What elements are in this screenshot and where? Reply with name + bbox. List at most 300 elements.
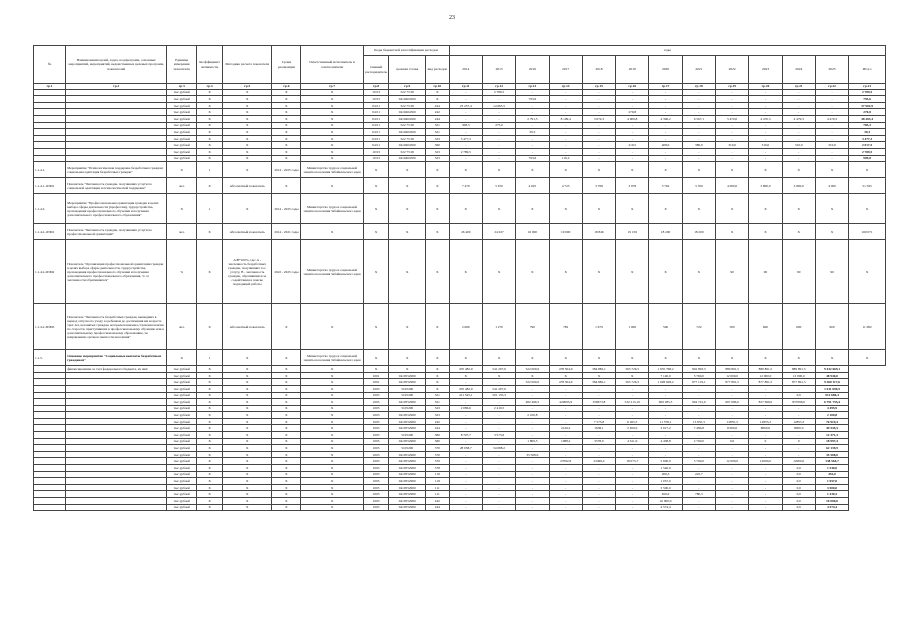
table-cell: X [272,425,301,432]
table-cell: 28 058,7 [449,445,482,452]
table-cell: 10 03 [363,155,389,162]
table-cell: X [363,350,389,366]
table-cell: - [682,465,715,472]
row-number: 1.1.4.1-1ПМ1 [34,178,66,194]
table-cell: - [582,89,615,96]
table-cell: X [301,418,363,425]
table-cell: X [363,366,389,373]
table-cell: - [649,109,682,116]
table-cell: 4 625 [516,178,549,194]
table-cell: X [425,96,449,103]
table-cell: 1003 [363,392,389,399]
table-cell: X [301,366,363,373]
table-cell: 4 000,0 [716,178,749,194]
table-cell: X [815,162,848,178]
header-name: Наименования целей, задач, подпрограмм, основных мероприятий, мероприятий, ведомственных целевых программ, показателей [66,46,167,84]
table-cell: - [516,484,549,491]
header-total: Итого [849,56,886,84]
table-cell: - [716,392,749,399]
table-cell: X [363,224,389,240]
table-cell: X [516,162,549,178]
table-cell: X [272,96,301,103]
table-cell: X [272,432,301,439]
table-cell: - [482,471,515,478]
row-number [34,471,66,478]
table-cell: X [223,366,272,373]
row-name [66,115,167,122]
table-cell: X [549,350,582,366]
table-cell: X [482,372,515,379]
table-cell: - [716,129,749,136]
table-cell: 6 791 755,4 [815,399,848,406]
table-cell: - [482,379,515,386]
table-cell: - [582,465,615,472]
table-cell: тыс.рублей [167,385,197,392]
table-cell: 565 726,5 [616,379,649,386]
table-cell: - [582,405,615,412]
table-cell: - [749,491,782,498]
row-name: Показатель "Численность граждан, получивших услуги по социальной адаптации и психологической поддержке" [66,178,167,194]
table-cell: 994 741,0 [682,399,715,406]
table-cell: X [197,115,223,122]
table-cell: 37 902,9 [849,102,886,109]
table-cell: X [301,115,363,122]
table-cell: 90 [815,240,848,304]
table-cell: 39,3 [516,129,549,136]
table-cell: - [449,491,482,498]
table-cell: X [389,304,426,350]
table-cell: 12000,0 [749,458,782,465]
table-cell: Абсолютный показатель [223,224,272,240]
table-cell: - [449,471,482,478]
table-cell: X [582,162,615,178]
table-cell: 470 482,9 [449,385,482,392]
table-cell: - [749,504,782,511]
table-cell: - [482,399,515,406]
header-expense-type: вид расходов [425,56,449,84]
table-cell: 270,8 [849,109,886,116]
row-number [34,109,66,116]
table-cell: - [582,484,615,491]
table-cell: X [223,115,272,122]
table-row [34,418,886,425]
table-cell: - [782,405,815,412]
table-row [34,491,886,498]
table-cell: 2 789,5 [849,89,886,96]
table-cell: - [616,491,649,498]
table-cell: 1 057,0 [815,478,848,485]
table-cell: 3 017,2 [649,425,682,432]
table-cell: - [749,122,782,129]
table-cell: 0410404500 [389,129,426,136]
row-name: финансирование за счет федерального бюджета, из них: [66,366,167,373]
table-cell: - [782,109,815,116]
table-cell: X [197,155,223,162]
table-cell: 4 574,4 [649,504,682,511]
table-cell: X [301,399,363,406]
table-cell: тыс.рублей [167,96,197,103]
column-number-cell: гр.7 [301,84,363,90]
table-cell: 4 479,3 [815,115,848,122]
table-cell: X [197,432,223,439]
table-cell: 0410404500 [389,109,426,116]
table-cell: X [197,392,223,399]
table-cell: 49 545,5 [815,425,848,432]
column-number-cell: гр.22 [815,84,848,90]
table-cell: X [301,451,363,458]
table-cell: - [449,438,482,445]
table-cell: 76 919,4 [815,418,848,425]
table-cell: 378 [425,465,449,472]
table-cell: X [197,425,223,432]
table-cell: 5105290 [389,392,426,399]
table-cell: - [549,129,582,136]
table-cell: - [482,504,515,511]
table-cell: - [749,451,782,458]
table-cell: X [582,240,615,304]
table-cell: 5105290 [389,445,426,452]
table-cell: X [272,471,301,478]
table-cell: X [197,418,223,425]
table-cell: - [516,135,549,142]
table-cell: 1003 [363,498,389,505]
table-cell: Абсолютный показатель [223,178,272,194]
table-row [34,304,886,350]
table-cell: X [223,129,272,136]
column-number-cell: гр.18 [682,84,715,90]
table-cell: 26 400 [449,224,482,240]
row-name [66,155,167,162]
table-cell: 11 082 [849,304,886,350]
table-cell: 482 466,5 [516,399,549,406]
table-cell: - [549,405,582,412]
table-cell: X [301,379,363,386]
table-cell: - [649,148,682,155]
table-cell: - [616,385,649,392]
table-cell: 8000,0 [749,425,782,432]
table-cell: 9 432 669,1 [815,366,848,373]
table-cell: 04 01 [363,109,389,116]
table-cell: - [749,432,782,439]
table-row [34,399,886,406]
table-cell: - [749,109,782,116]
table-cell: X [272,478,301,485]
table-cell: 522 000,0 [516,366,549,373]
table-cell: - [749,471,782,478]
table-cell: X [223,478,272,485]
table-cell: 0,0 [782,498,815,505]
table-cell: X [301,148,363,155]
table-cell: - [549,418,582,425]
row-name [66,89,167,96]
table-cell: X [197,96,223,103]
header-target-item: целевая статья [389,56,426,84]
table-row [34,385,886,392]
column-number-cell: гр.23 [849,84,886,90]
table-cell: - [449,129,482,136]
header-year-2018: 2018 [582,56,615,84]
table-cell: 370 [425,445,449,452]
table-cell: - [682,129,715,136]
table-cell: X [197,504,223,511]
table-cell: - [582,109,615,116]
table-cell: 6 265,5 [616,418,649,425]
table-cell: 1003 [363,471,389,478]
table-cell: X [549,372,582,379]
table-cell: 2 789,5 [849,148,886,155]
table-cell: 3 978 [616,178,649,194]
table-cell: - [782,102,815,109]
table-cell: 500 [649,304,682,350]
table-cell: X [197,471,223,478]
table-cell: X [849,194,886,224]
table-cell: 1638,1 [582,425,615,432]
row-number [34,392,66,399]
table-cell: тыс.рублей [167,445,197,452]
table-cell: - [549,96,582,103]
table-cell: - [716,412,749,419]
table-cell: тыс.рублей [167,438,197,445]
table-cell: - [649,155,682,162]
table-cell: 51 595 [849,178,886,194]
table-cell: - [682,392,715,399]
table-cell: X [301,102,363,109]
table-row [34,102,886,109]
table-cell: - [749,405,782,412]
table-cell: X [272,109,301,116]
table-cell: X [272,465,301,472]
table-cell: 8 109,4 [549,115,582,122]
table-cell: X [301,484,363,491]
table-cell: 3 800,0 [782,178,815,194]
table-cell: X [272,438,301,445]
table-cell: 0410552900 [389,458,426,465]
table-cell: 244 [425,504,449,511]
table-cell: Министерство труда и социальной защиты населения Забайкальского края [301,240,363,304]
table-cell: 1 679 [582,304,615,350]
table-cell: 697 696,0 [716,399,749,406]
row-number [34,155,66,162]
table-cell: 8 797,7 [449,432,482,439]
row-number [34,385,66,392]
table-cell: тыс.рублей [167,498,197,505]
table-cell: 2014 - 2025 годы [272,194,301,224]
table-cell: X [815,224,848,240]
table-row [34,425,886,432]
table-cell: 4 438,8 [649,438,682,445]
table-cell: Министерство труда и социальной защиты населения Забайкальского края [301,350,363,366]
table-cell: 62 139,9 [815,445,848,452]
table-cell: тыс.рублей [167,504,197,511]
table-cell: 19 000 [549,224,582,240]
table-cell: X [616,162,649,178]
table-cell: X [301,155,363,162]
table-cell: X [616,240,649,304]
table-cell: - [716,465,749,472]
row-number: 1.1.4.1. [34,162,66,178]
table-cell: X [223,445,272,452]
table-cell: - [682,385,715,392]
table-cell: - [815,122,848,129]
table-cell: - [682,135,715,142]
table-cell: - [749,102,782,109]
table-row [34,465,886,472]
table-cell: X [272,148,301,155]
table-cell: 10 000,0 [649,498,682,505]
row-number: 1.1.4.2-1ПМ1 [34,224,66,240]
header-coefficient: Коэффициент значимости [197,46,223,84]
table-cell: X [167,350,197,366]
table-cell: X [301,405,363,412]
table-cell: 1 057,0 [649,478,682,485]
table-cell: 7 573,8 [582,418,615,425]
table-cell: 5 670 [482,178,515,194]
table-cell: X [272,392,301,399]
table-cell: X [716,350,749,366]
table-cell: X [582,372,615,379]
table-row [34,451,886,458]
table-cell: - [649,122,682,129]
table-cell: тыс.рублей [167,155,197,162]
table-cell: - [716,478,749,485]
table-cell: - [616,451,649,458]
table-cell: 13 855,3 [682,418,715,425]
table-cell: 0,0 [782,478,815,485]
table-cell: - [549,385,582,392]
table-cell: 323 [425,135,449,142]
table-cell: X [425,366,449,373]
column-number-cell: гр.17 [649,84,682,90]
column-number-cell: гр.21 [782,84,815,90]
column-number-cell: гр.4 [197,84,223,90]
table-cell: X [516,240,549,304]
table-cell: - [782,451,815,458]
table-cell: - [582,504,615,511]
table-cell: 360 [425,142,449,149]
table-cell: - [449,115,482,122]
table-cell: - [516,89,549,96]
table-cell: чел. [167,224,197,240]
table-cell: X [272,89,301,96]
table-cell: 5105290 [389,432,426,439]
table-cell: 206,3 [649,471,682,478]
table-cell: X [301,96,363,103]
table-cell: - [649,129,682,136]
table-cell: X [272,451,301,458]
table-cell: 532 215,10 [616,399,649,406]
table-cell: 384 882,1 [582,366,615,373]
table-cell: 408,0 [649,142,682,149]
table-cell: 600 [749,304,782,350]
table-cell: X [272,122,301,129]
header-years: годы [449,46,885,56]
table-cell: - [815,135,848,142]
table-cell: X [272,102,301,109]
table-cell: - [482,109,515,116]
table-cell: 0 [749,438,782,445]
table-cell: 4 000 [815,178,848,194]
table-cell: - [482,484,515,491]
row-name [66,498,167,505]
row-number [34,458,66,465]
row-number [34,366,66,373]
table-cell: 877 891,5 [782,379,815,386]
table-cell: тыс.рублей [167,102,197,109]
table-cell: 6 567,1 [682,115,715,122]
table-cell: X [223,484,272,491]
table-cell: - [549,445,582,452]
table-cell: X [272,304,301,350]
row-number: 1.1.4.2-2ПМ2 [34,240,66,304]
table-cell: 7 140,0 [649,372,682,379]
table-cell: X [301,109,363,116]
table-cell: 9 360 117,6 [815,379,848,386]
table-cell: X [482,194,515,224]
table-cell: тыс.рублей [167,372,197,379]
table-cell: - [815,102,848,109]
row-number: 1.1.4.2-3ПМ3 [34,304,66,350]
table-cell: тыс.рублей [167,89,197,96]
table-cell: - [616,405,649,412]
table-cell: X [516,350,549,366]
row-number [34,399,66,406]
table-cell: 780,3 [682,491,715,498]
header-method: Методика расчета показателя [223,46,272,84]
table-cell: 1 [197,162,223,178]
table-cell: - [516,425,549,432]
header-year-2022: 2022 [716,56,749,84]
table-cell: X [682,194,715,224]
table-cell: X [301,412,363,419]
table-cell: тыс.рублей [167,465,197,472]
table-cell: 2 017,5 [849,142,886,149]
table-cell: 2 789,5 [449,148,482,155]
table-cell: 0,0 [782,392,815,399]
table-cell: - [549,491,582,498]
table-row [34,240,886,304]
table-cell: X [223,405,272,412]
table-row [34,142,886,149]
table-cell: X [389,178,426,194]
table-cell: 356673,8 [582,399,615,406]
table-cell: X [301,122,363,129]
row-name [66,432,167,439]
table-cell: 242 [425,498,449,505]
table-cell: X [197,399,223,406]
table-cell: X [582,350,615,366]
table-cell: - [549,135,582,142]
header-executor: Ответственный исполнитель и соисполнители [301,46,363,84]
table-row [34,155,886,162]
table-cell: - [815,129,848,136]
table-cell: 1003 [363,432,389,439]
table-cell: X [301,504,363,511]
table-cell: X [301,392,363,399]
table-cell: Министерство труда и социальной защиты населения Забайкальского края [301,162,363,178]
table-cell: 4 725 [549,178,582,194]
table-cell: 360 [425,432,449,439]
table-cell: 321 [425,399,449,406]
table-row [34,471,886,478]
table-cell: 12000,0 [782,458,815,465]
table-cell: - [682,445,715,452]
table-cell: X [223,194,272,224]
table-cell: - [516,432,549,439]
table-cell: - [649,89,682,96]
header-budget-codes: Коды бюджетной классификации расходов [363,46,449,56]
table-cell: - [582,122,615,129]
table-cell: X [301,465,363,472]
